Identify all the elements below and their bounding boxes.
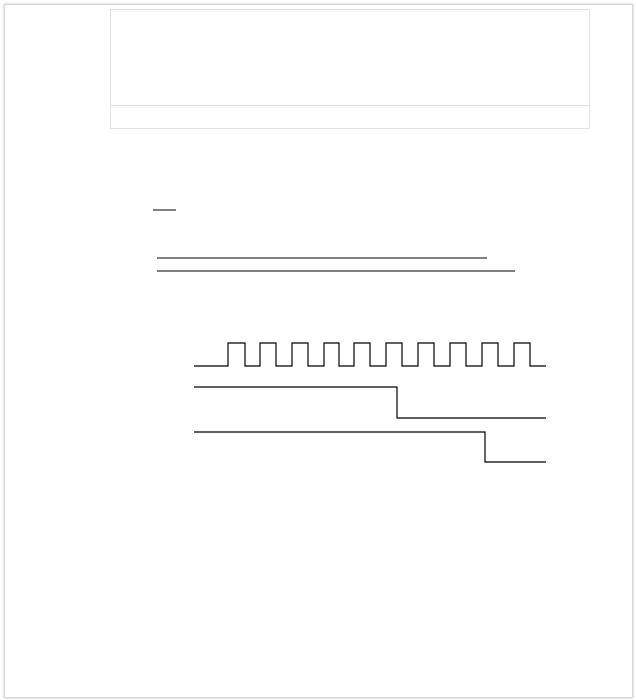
shift-register-circuit	[0, 0, 636, 330]
timing-diagram	[0, 330, 636, 700]
clock-waveform	[194, 343, 546, 366]
input-waveform	[194, 387, 546, 418]
shift-waveform	[194, 432, 546, 462]
